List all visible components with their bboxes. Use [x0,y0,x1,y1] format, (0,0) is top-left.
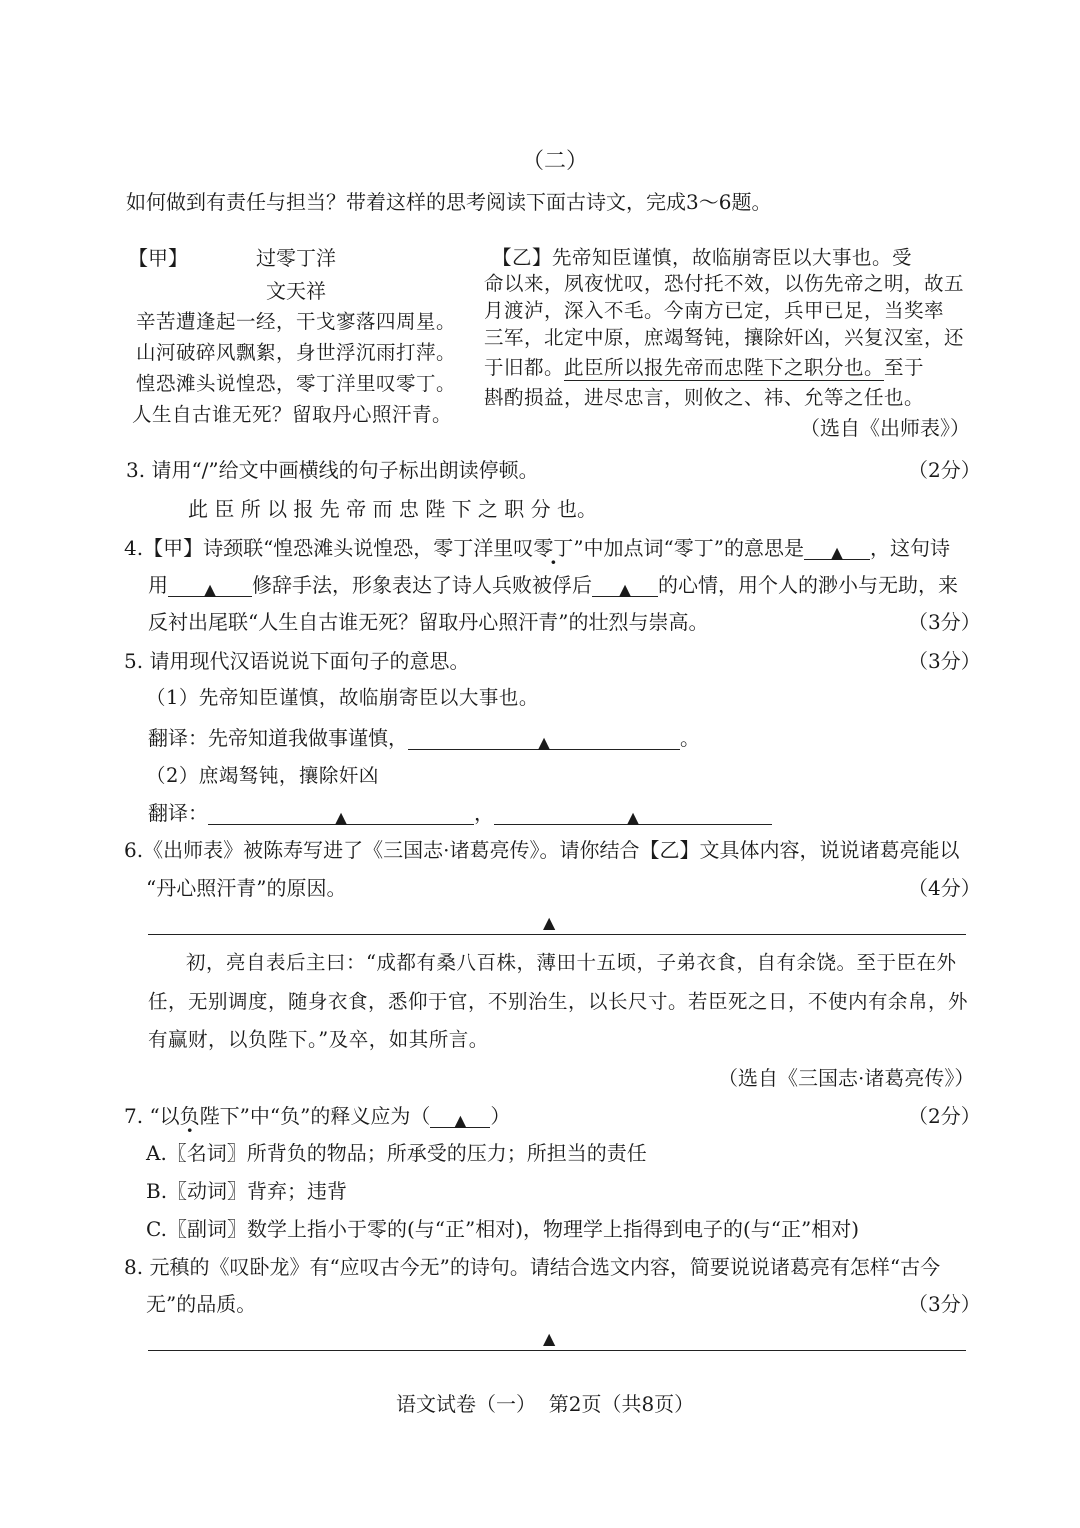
q7-text: ） [490,1104,511,1128]
prose-text: 于旧都。 [484,356,565,379]
question-4-line3: 反衬出尾联“人生自古谁无死？留取丹心照汗青”的壮烈与崇高。 [148,610,709,634]
poem-line: 惶恐滩头说惶恐，零丁洋里叹零丁。 [136,372,457,395]
page-footer: 语文试卷（一） 第2页（共8页） [396,1392,695,1416]
source-citation: （选自《出师表》） [800,416,970,440]
q5-text: ， [474,801,494,825]
section-title: （二） [522,149,589,174]
prose-line: 斟酌损益，进尽忠言，则攸之、祎、允等之任也。 [484,386,925,409]
poem-line: 人生自古谁无死？留取丹心照汗青。 [132,403,453,426]
q4-text: 4.【甲】诗颈联“惶恐滩头说惶恐，零丁洋里叹 [124,536,534,560]
question-5-sentence-2: （2）庶竭驽钝，攘除奸凶 [146,764,379,787]
question-5-translation-2 [148,801,772,825]
q4-text: ”中加点词“零丁”的意思是 [573,536,804,560]
answer-line[interactable] [148,1350,966,1351]
triangle-icon: ▲ [543,913,556,932]
prose-line: 命以来，夙夜忧叹，恐付托不效，以伤先帝之明，故五 [484,272,965,295]
answer-line[interactable] [148,934,966,935]
triangle-icon: ▲ [830,543,844,562]
q4-text: ，这句诗 [870,536,950,560]
question-4-line2 [148,573,958,597]
underlined-sentence: 此臣所以报先帝而忠陛下之职分也。 [564,356,885,379]
answer-blank[interactable] [494,804,772,825]
option-c[interactable]: C.〖副词〗数学上指小于零的(与“正”相对)，物理学上指得到电子的(与“正”相对) [146,1217,860,1241]
prose-line: 三军，北定中原，庶竭驽钝，攘除奸凶，兴复汉室，还 [484,326,965,349]
question-5-sentence-1: （1）先帝知臣谨慎，故临崩寄臣以大事也。 [146,686,539,709]
question-6-line1: 6.《出师表》被陈寿写进了《三国志·诸葛亮传》。请你结合【乙】文具体内容，说说诸葛亮能以 [124,838,960,862]
passage-line: 任，无别调度，随身衣食，悉仰于官，不别治生，以长尺寸。若臣死之日，不使内有余帛，外 [148,990,969,1013]
q5-text: 翻译：先帝知道我做事谨慎， [148,726,408,750]
question-8-line2: 无”的品质。 [146,1292,257,1316]
answer-blank[interactable] [208,804,474,825]
triangle-icon: ▲ [543,1329,556,1348]
question-4-score: （3分） [908,610,981,634]
question-3-stem: 3. 请用“/”给文中画横线的句子标出朗读停顿。 [126,458,539,482]
answer-blank[interactable] [408,729,680,750]
answer-blank[interactable] [592,576,658,597]
answer-blank[interactable] [430,1107,490,1128]
poem-tag: 【甲】 [128,246,188,270]
question-5-translation-1 [148,726,700,750]
question-3-score: （2分） [908,458,981,482]
triangle-icon: ▲ [454,1111,467,1130]
prose-text: 至于 [884,356,925,379]
question-8-line1: 8. 元稹的《叹卧龙》有“应叹古今无”的诗句。请结合选文内容，简要说说诸葛亮有怎样“古今 [124,1255,941,1279]
q4-text: 的心情，用个人的渺小与无助，来 [658,573,958,597]
source-citation: （选自《三国志·诸葛亮传》） [718,1066,975,1090]
question-6-score: （4分） [908,876,981,900]
dotted-word: 负 [179,1104,200,1128]
q4-text: 修辞手法，形象表达了诗人兵败被俘后 [252,573,592,597]
dotted-word: 零丁 [533,536,574,560]
passage-line: 有赢财，以负陛下。”及卒，如其所言。 [148,1028,489,1051]
triangle-icon: ▲ [618,580,632,599]
q7-text: 陛下”中“负”的释义应为（ [199,1104,431,1128]
question-7-score: （2分） [908,1104,981,1128]
q4-text: 用 [148,573,168,597]
poem-title: 过零丁洋 [256,246,336,270]
question-3-sentence: 此 臣 所 以 报 先 帝 而 忠 陛 下 之 职 分 也。 [188,497,598,521]
triangle-icon: ▲ [203,580,217,599]
answer-blank[interactable] [168,576,252,597]
triangle-icon: ▲ [537,733,551,752]
question-7-stem [124,1104,510,1128]
question-5-score: （3分） [908,649,981,673]
triangle-icon: ▲ [626,808,640,827]
option-b[interactable]: B.〖动词〗背弃；违背 [146,1179,348,1203]
prose-line-underlined [484,356,924,380]
q5-text: 翻译： [148,801,208,825]
q5-text: 。 [680,726,700,750]
question-6-line2: “丹心照汗青”的原因。 [146,876,347,900]
q7-text: 7. “以 [124,1104,180,1128]
passage-line: 初，亮自表后主曰：“成都有桑八百株，薄田十五顷，子弟衣食，自有余饶。至于臣在外 [186,951,957,974]
poem-line: 山河破碎风飘絮，身世浮沉雨打萍。 [136,341,457,364]
question-8-score: （3分） [908,1292,981,1316]
option-a[interactable]: A.〖名词〗所背负的物品；所承受的压力；所担当的责任 [146,1141,647,1165]
triangle-icon: ▲ [334,808,348,827]
poem-line: 辛苦遭逢起一经，干戈寥落四周星。 [136,310,457,333]
question-5-stem: 5. 请用现代汉语说说下面句子的意思。 [124,649,470,673]
prose-line: 月渡泸，深入不毛。今南方已定，兵甲已足，当奖率 [484,299,945,322]
question-4-line1 [124,536,950,560]
prose-line: 【乙】先帝知臣谨慎，故临崩寄臣以大事也。受 [492,246,913,269]
answer-blank[interactable] [804,539,870,560]
poem-author: 文天祥 [266,279,326,303]
intro-text: 如何做到有责任与担当？带着这样的思考阅读下面古诗文，完成3～6题。 [126,190,772,214]
